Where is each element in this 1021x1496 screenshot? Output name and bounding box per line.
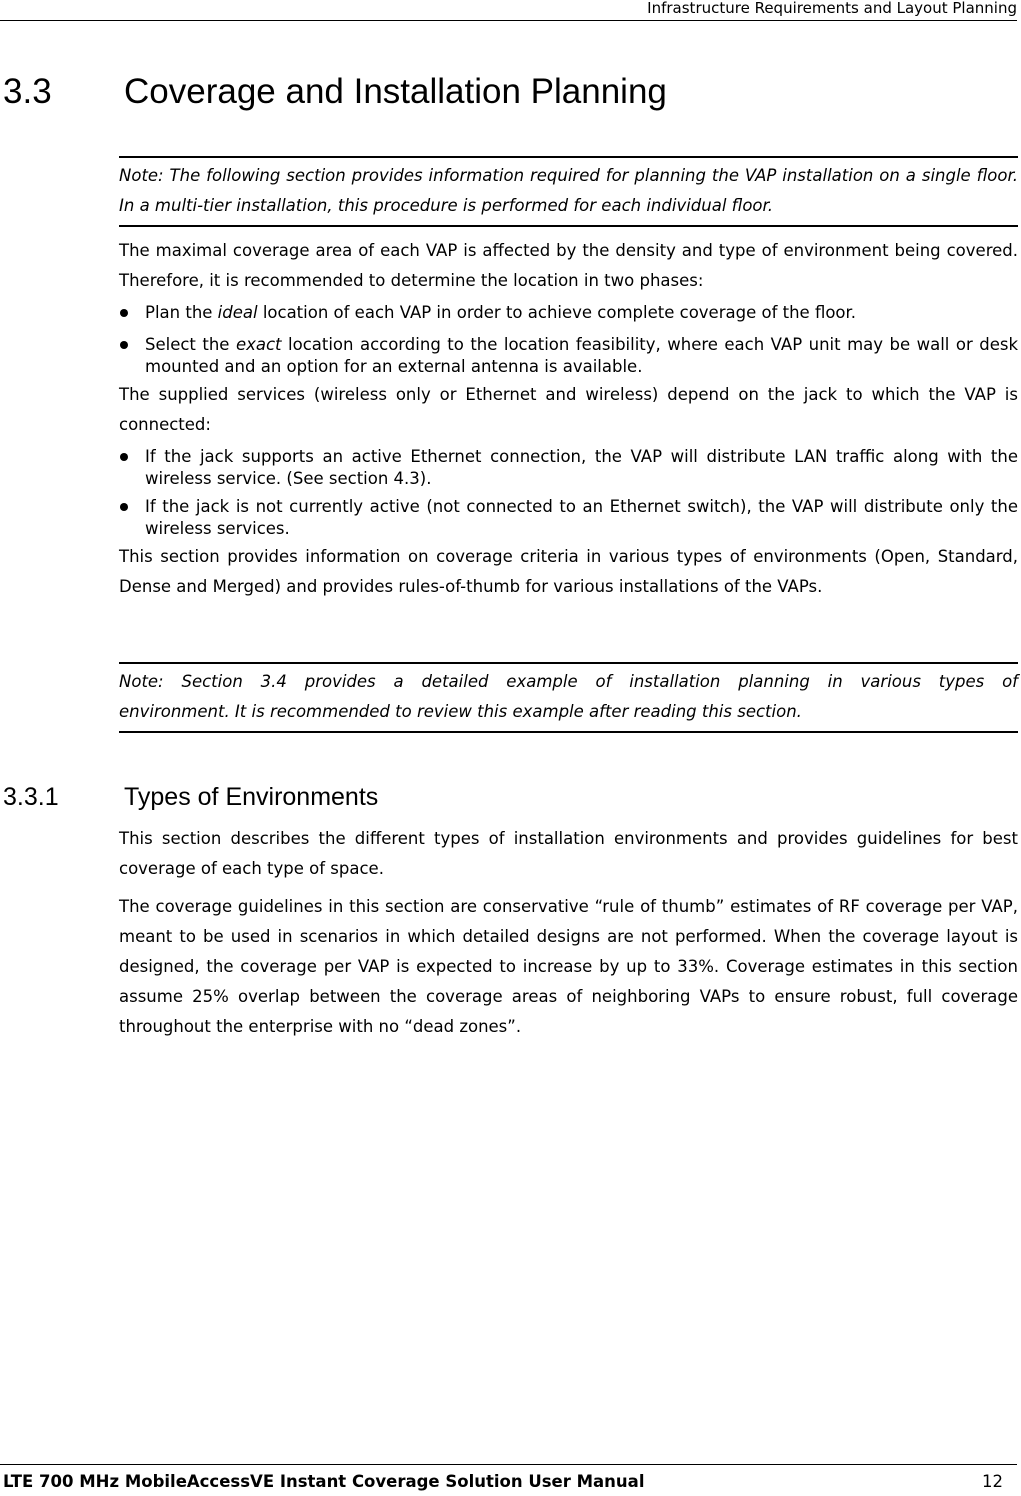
note-box-planning	[119, 156, 1018, 227]
bullet-icon	[120, 341, 128, 349]
note-line-2: environment. It is recommended to review this example after reading this section.	[119, 702, 802, 721]
section-number: 3.3	[3, 72, 52, 111]
bullet-icon	[120, 453, 128, 461]
intro-paragraph-1: The maximal coverage area of each VAP is affected by the density and type of environment being covered. Therefore, it is recommended to determine the location in two phases:	[119, 241, 1018, 290]
intro-paragraph-2: The supplied services (wireless only or Ethernet and wireless) depend on the jack to which the VAP is connected:	[119, 385, 1018, 434]
running-header	[0, 0, 1017, 21]
types-block	[119, 824, 1018, 1042]
section-heading	[3, 70, 667, 114]
note-line-1: Note: Section 3.4 provides a detailed example of installation planning in various types of	[119, 672, 1018, 691]
note-text: Note: The following section provides information required for planning the VAP installation on a single floor. In a multi-tier installation, this procedure is performed for each individual floor.	[119, 166, 1018, 215]
bullet-icon	[120, 503, 128, 511]
subsection-number: 3.3.1	[3, 783, 59, 811]
service-list	[119, 446, 1018, 540]
footer-manual-title: LTE 700 MHz MobileAccessVE Instant Coverage Solution User Manual	[3, 1472, 645, 1491]
phase-list	[119, 302, 1018, 378]
list-item: Select the exact location according to the location feasibility, where each VAP unit may be wall or desk mounted and an option for an external antenna is available.	[119, 334, 1018, 378]
bullet-icon	[120, 309, 128, 317]
list-item: If the jack supports an active Ethernet connection, the VAP will distribute LAN traffic along with the wireless service. (See section 4.3).	[119, 446, 1018, 490]
page-footer	[0, 1464, 1017, 1495]
emphasis-ideal: ideal	[217, 303, 258, 322]
running-header-title: Infrastructure Requirements and Layout Planning	[647, 0, 1017, 17]
section-title: Coverage and Installation Planning	[124, 72, 667, 111]
list-item: Plan the ideal location of each VAP in order to achieve complete coverage of the floor.	[119, 302, 1018, 324]
intro-paragraph-3: This section provides information on coverage criteria in various types of environments (Open, Standard, Dense and Merged) and provides rules-of-thumb for various installations of the VAPs.	[119, 547, 1018, 596]
types-paragraph-1: This section describes the different types of installation environments and provides guidelines for best coverage of each type of space.	[119, 829, 1018, 878]
page-number: 12	[982, 1472, 1003, 1491]
subsection-heading	[3, 780, 378, 814]
list-item: If the jack is not currently active (not connected to an Ethernet switch), the VAP will distribute only the wireless services.	[119, 496, 1018, 540]
subsection-title: Types of Environments	[124, 783, 379, 811]
emphasis-exact: exact	[235, 335, 282, 354]
note-box-example	[119, 662, 1018, 733]
types-paragraph-2: The coverage guidelines in this section are conservative “rule of thumb” estimates of RF coverage per VAP, meant to be used in scenarios in which detailed designs are not performed. When the coverage layout is designed, the coverage per VAP is expected to increase by up to 33%. Coverage estimates in this section assume 25% overlap between the coverage areas of neighboring VAPs to ensure robust, full coverage throughout the enterprise with no “dead zones”.	[119, 897, 1018, 1036]
intro-block	[119, 236, 1018, 602]
